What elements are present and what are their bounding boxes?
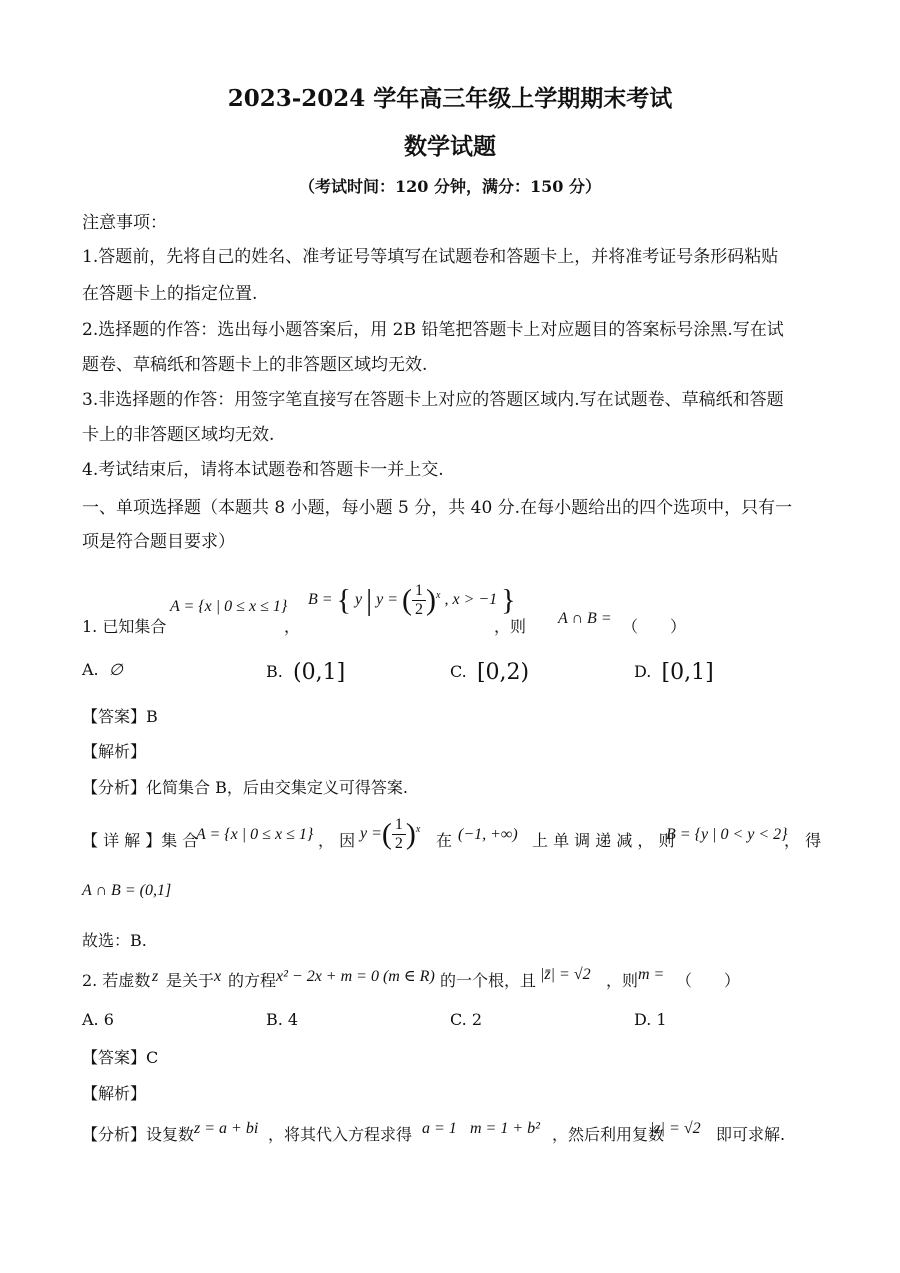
- q1-set-b-eq: y =: [376, 591, 399, 609]
- exam-subject: 数学试题: [404, 133, 496, 160]
- q2-paren: （ ）: [676, 971, 741, 990]
- q1-option-b-value: (0,1]: [293, 660, 346, 685]
- exam-title: 2023-2024 学年高三年级上学期期末考试: [227, 85, 673, 112]
- q1-answer: 【答案】B: [82, 707, 158, 726]
- q2-answer: 【答案】C: [82, 1048, 159, 1067]
- q1-detail-half-den: 2: [394, 835, 403, 852]
- q1-option-a-value: ∅: [108, 662, 123, 679]
- q2-analysis-tag: 【解析】: [82, 1084, 147, 1103]
- q1-option-a: [82, 660, 123, 680]
- q1-detail: [82, 816, 822, 860]
- q1-option-b-label: B.: [266, 662, 283, 681]
- q2-fenxi-z: z = a + bi: [194, 1120, 259, 1137]
- q2-equation: x² − 2x + m = 0 (m ∈ R): [276, 968, 435, 985]
- q1-detail-zai: 在: [436, 831, 453, 850]
- q2-eq-text: 的方程: [228, 971, 277, 990]
- q2-fenxi: [82, 1120, 822, 1146]
- q1-detail-result: A ∩ B = (0,1]: [82, 882, 172, 899]
- q2-fenxi-1: 【分析】设复数: [82, 1125, 195, 1144]
- q1-option-c-value: [0,2): [476, 660, 530, 685]
- q1-option-d-label: D.: [634, 662, 652, 681]
- notice-heading: 注意事项：: [82, 213, 167, 233]
- q1-option-d: [634, 660, 714, 685]
- q2-z: z: [152, 968, 159, 985]
- q1-choose: 故选：B.: [82, 931, 147, 950]
- notice-item-2-line-2: 题卷、草稿纸和答题卡上的非答题区域均无效.: [82, 355, 428, 375]
- notice-item-1-line-2: 在答题卡上的指定位置.: [82, 284, 258, 304]
- notice-item-1-line-1: 1.答题前，先将自己的姓名、准考证号等填写在试题卷和答题卡上，并将准考证号条形码粘贴: [82, 247, 779, 267]
- notice-item-3-line-2: 卡上的非答题区域均无效.: [82, 425, 275, 445]
- q1-set-b-y: y: [354, 591, 363, 609]
- q2-fenxi-a: a = 1: [422, 1120, 457, 1137]
- q2-fenxi-4: 即可求解.: [716, 1125, 786, 1144]
- q1-detail-y: y =: [360, 825, 382, 843]
- q1-ask: A ∩ B =: [558, 610, 612, 627]
- q1-set-a: A = {x | 0 ≤ x ≤ 1}: [170, 598, 288, 615]
- q1-suffix: ，则: [494, 617, 527, 636]
- section-heading-line-1: 一、单项选择题（本题共 8 小题，每小题 5 分，共 40 分.在每小题给出的四个选项中，只有一: [82, 498, 793, 518]
- q2-option-a: A. 6: [82, 1010, 114, 1029]
- notice-item-2-line-1: 2.选择题的作答：选出每小题答案后，用 2B 铅笔把答题卡上对应题目的答案标号涂黑.写在试: [82, 320, 784, 340]
- q1-option-a-label: A.: [82, 660, 99, 679]
- q1-set-b-lhs: B =: [308, 591, 333, 609]
- q1-detail-set-b: B = {y | 0 < y < 2}: [666, 826, 788, 843]
- q1-comma: ，: [284, 617, 301, 636]
- q2-x: x: [214, 968, 222, 985]
- q1-set-b-cond: , x > −1: [444, 591, 498, 609]
- q1-fenxi: 【分析】化简集合 B，后由交集定义可得答案.: [82, 778, 408, 797]
- q2-option-c: C. 2: [450, 1010, 483, 1029]
- q1-prefix: 1. 已知集合: [82, 617, 167, 636]
- q1-detail-de: ， 得: [784, 831, 822, 850]
- q1-detail-yin: ， 因: [318, 831, 356, 850]
- q1-detail-half-num: 1: [392, 816, 406, 835]
- q1-detail-interval: (−1, +∞): [458, 826, 518, 843]
- q1-set-b: B = { y | y = ( $\frac{1}{2}$ )$^x$ , x > −1 }: [308, 582, 516, 618]
- q1-set-b-exp: x: [436, 589, 441, 601]
- q1-option-c-label: C.: [450, 662, 467, 681]
- q2-fenxi-2: ，将其代入方程求得: [268, 1125, 413, 1144]
- q2-root-text: 的一个根，且: [440, 971, 537, 990]
- q1-detail-mid: 上 单 调 递 减 ， 则: [532, 831, 675, 850]
- q2-about: 是关于: [166, 971, 215, 990]
- q1-half-den: 2: [415, 601, 424, 618]
- q1-analysis-tag: 【解析】: [82, 742, 147, 761]
- q2-prefix: 2. 若虚数: [82, 971, 151, 990]
- q2-fenxi-3: ，然后利用复数: [552, 1125, 665, 1144]
- question-2-stem: [82, 966, 822, 992]
- q1-option-c: [450, 660, 529, 685]
- section-heading-line-2: 项是符合题目要求）: [82, 532, 235, 552]
- q1-half-num: 1: [412, 582, 426, 601]
- q1-option-b: [266, 660, 345, 685]
- q2-option-d: D. 1: [634, 1010, 667, 1029]
- q1-detail-func: y =( $\frac{1}{2}$ )$^x$: [360, 816, 421, 852]
- q2-then: ，则: [606, 971, 639, 990]
- q1-detail-exp: x: [415, 823, 421, 835]
- exam-meta: （考试时间：120 分钟，满分：150 分）: [299, 177, 601, 196]
- q2-fenxi-m: m = 1 + b²: [470, 1120, 540, 1137]
- q2-modulus: |z̄| = √2: [540, 966, 591, 983]
- notice-item-4: 4.考试结束后，请将本试题卷和答题卡一并上交.: [82, 460, 444, 480]
- q1-detail-prefix: 【 详 解 】集 合: [82, 831, 199, 850]
- notice-item-3-line-1: 3.非选择题的作答：用签字笔直接写在答题卡上对应的答题区域内.写在试题卷、草稿纸和答题: [82, 390, 784, 410]
- q1-detail-set-a: A = {x | 0 ≤ x ≤ 1}: [196, 826, 314, 843]
- q2-ask: m =: [638, 966, 665, 983]
- q1-option-d-value: [0,1]: [661, 660, 714, 685]
- q1-paren: （ ）: [622, 617, 687, 636]
- q2-fenxi-mod: |z| = √2: [650, 1120, 701, 1137]
- q2-option-b: B. 4: [266, 1010, 299, 1029]
